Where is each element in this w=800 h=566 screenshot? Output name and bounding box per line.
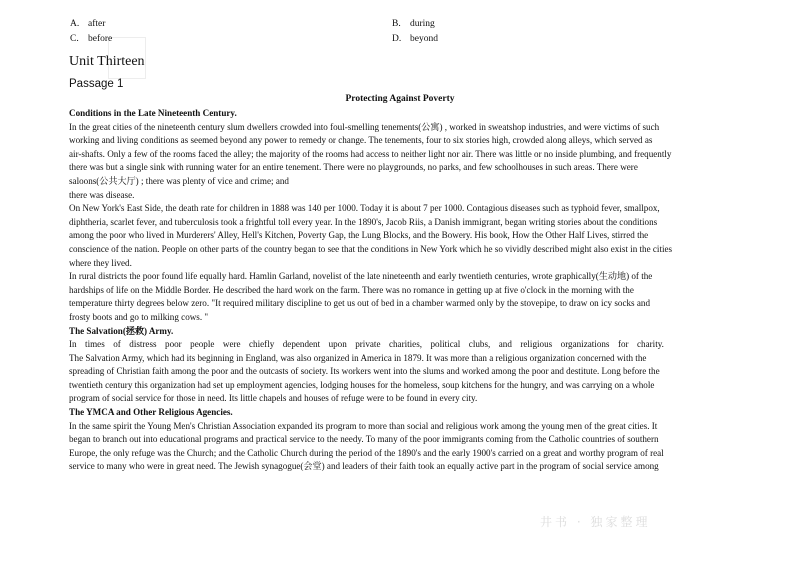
text-line: there was disease.: [69, 189, 135, 200]
text-line: twentieth century this organization had set up employment agencies, lodging houses for the homeless, soup kitchens for the hungry, and was carrying on a whole: [69, 379, 655, 390]
text-line: In rural districts the poor found life equally hard. Hamlin Garland, novelist of the late nineteenth and early twentieth centuries, wrote graphically(生动地) of the: [69, 271, 653, 282]
text-line: temperature thirty degrees below zero. "It required military discipline to get us out of bed in a chamber warmed only by the stovepipe, to draw on icy socks and: [69, 298, 650, 309]
unit-title: Unit Thirteen: [69, 54, 145, 69]
text-line-justified: In times of distress poor people were chiefly dependent upon private charities, political clubs, and religious organizations for charity.: [69, 339, 664, 350]
option-letter: D.: [392, 34, 402, 44]
text-line: among the poor who lived in Murderers' Alley, Hell's Kitchen, Poverty Gap, the Lung Blocks, and the Bowery. His book, How the Other Half Lives, stirred the: [69, 230, 649, 241]
option-text: during: [410, 19, 435, 29]
text-line: In the same spirit the Young Men's Christian Association expanded its program to more than social and religious work among the young men of the great cities. It: [69, 420, 658, 431]
option-text: before: [88, 34, 113, 44]
text-line: where they lived.: [69, 257, 132, 268]
text-line: service to many who were in great need. The Jewish synagogue(会堂) and leaders of their faith took an equally active part in the program of social service among: [69, 461, 659, 472]
text-line: hardships of life on the Middle Border. He described the hard work on the farm. There was no romance in getting up at five o'clock in the morning with the: [69, 284, 634, 295]
text-line: The Salvation Army, which had its beginning in England, was also organized in America in 1879. It was more than a religious organization concerned with the: [69, 352, 647, 363]
text-line: diphtheria, scarlet fever, and tuberculosis took a frightful toll every year. In the 1890's, Jacob Riis, a Danish immigrant, began writing stories about the conditions: [69, 216, 658, 227]
section-heading: The Salvation(拯救) Army.: [69, 325, 174, 336]
option-d: [392, 33, 438, 45]
option-text: beyond: [410, 34, 438, 44]
passage-body: [69, 107, 735, 474]
text-line: On New York's East Side, the death rate for children in 1888 was 140 per 1000. Today it is about 7 per 1000. Contagious diseases such as typhoid fever, smallpox,: [69, 203, 660, 214]
option-letter: C.: [70, 34, 79, 44]
text-line: there was but a single sink with running water for an entire tenement. There were no playgrounds, no parks, and few schoolhouses in such areas. There were: [69, 162, 638, 173]
section-heading: The YMCA and Other Religious Agencies.: [69, 407, 233, 418]
watermark-text: 井书 · 独家整理: [540, 515, 651, 529]
text-line: saloons(公共大厅) ; there was plenty of vice and crime; and: [69, 175, 289, 186]
text-line: In the great cities of the nineteenth century slum dwellers crowded into foul-smelling tenements(公寓) , worked in sweatshop industries, and were victims of such: [69, 121, 660, 132]
document-title: Protecting Against Poverty: [345, 94, 455, 104]
option-text: after: [88, 19, 106, 29]
option-b: [392, 18, 435, 30]
text-line: working and living conditions as seemed beyond any power to remedy or change. The tenements, four to six stories high, crowded along alleys, which served as: [69, 135, 653, 146]
text-line: Europe, the only refuge was the Church; and the Catholic Church during the period of the 1890's and the early 1900's carried on a great and worthy program of real: [69, 447, 664, 458]
option-letter: B.: [392, 19, 401, 29]
option-a: [70, 18, 105, 30]
passage-label: Passage 1: [69, 78, 124, 90]
option-letter: A.: [70, 19, 80, 29]
text-line: began to branch out into educational programs and practical service to the needy. To many of the poor immigrants coming from the Catholic countries of southern: [69, 434, 659, 445]
text-line: program of social service for those in need. Its little chapels and houses of refuge were to be found in every city.: [69, 393, 478, 404]
text-line: frosty boots and go to milking cows. ": [69, 311, 209, 322]
text-line: spreading of Christian faith among the poor and the outcasts of society. Its workers went into the slums and worked among the poor and destitute. Long before the: [69, 366, 660, 377]
section-heading: Conditions in the Late Nineteenth Century.: [69, 108, 237, 118]
option-c: [70, 33, 112, 45]
text-line: conscience of the nation. People on other parts of the country began to see that the conditions in New York which he so vividly described might also exist in the cities: [69, 243, 673, 254]
text-line: air-shafts. Only a few of the rooms faced the alley; the majority of the rooms had access to neither light nor air. There was little or no inside plumbing, and frequently: [69, 148, 672, 159]
